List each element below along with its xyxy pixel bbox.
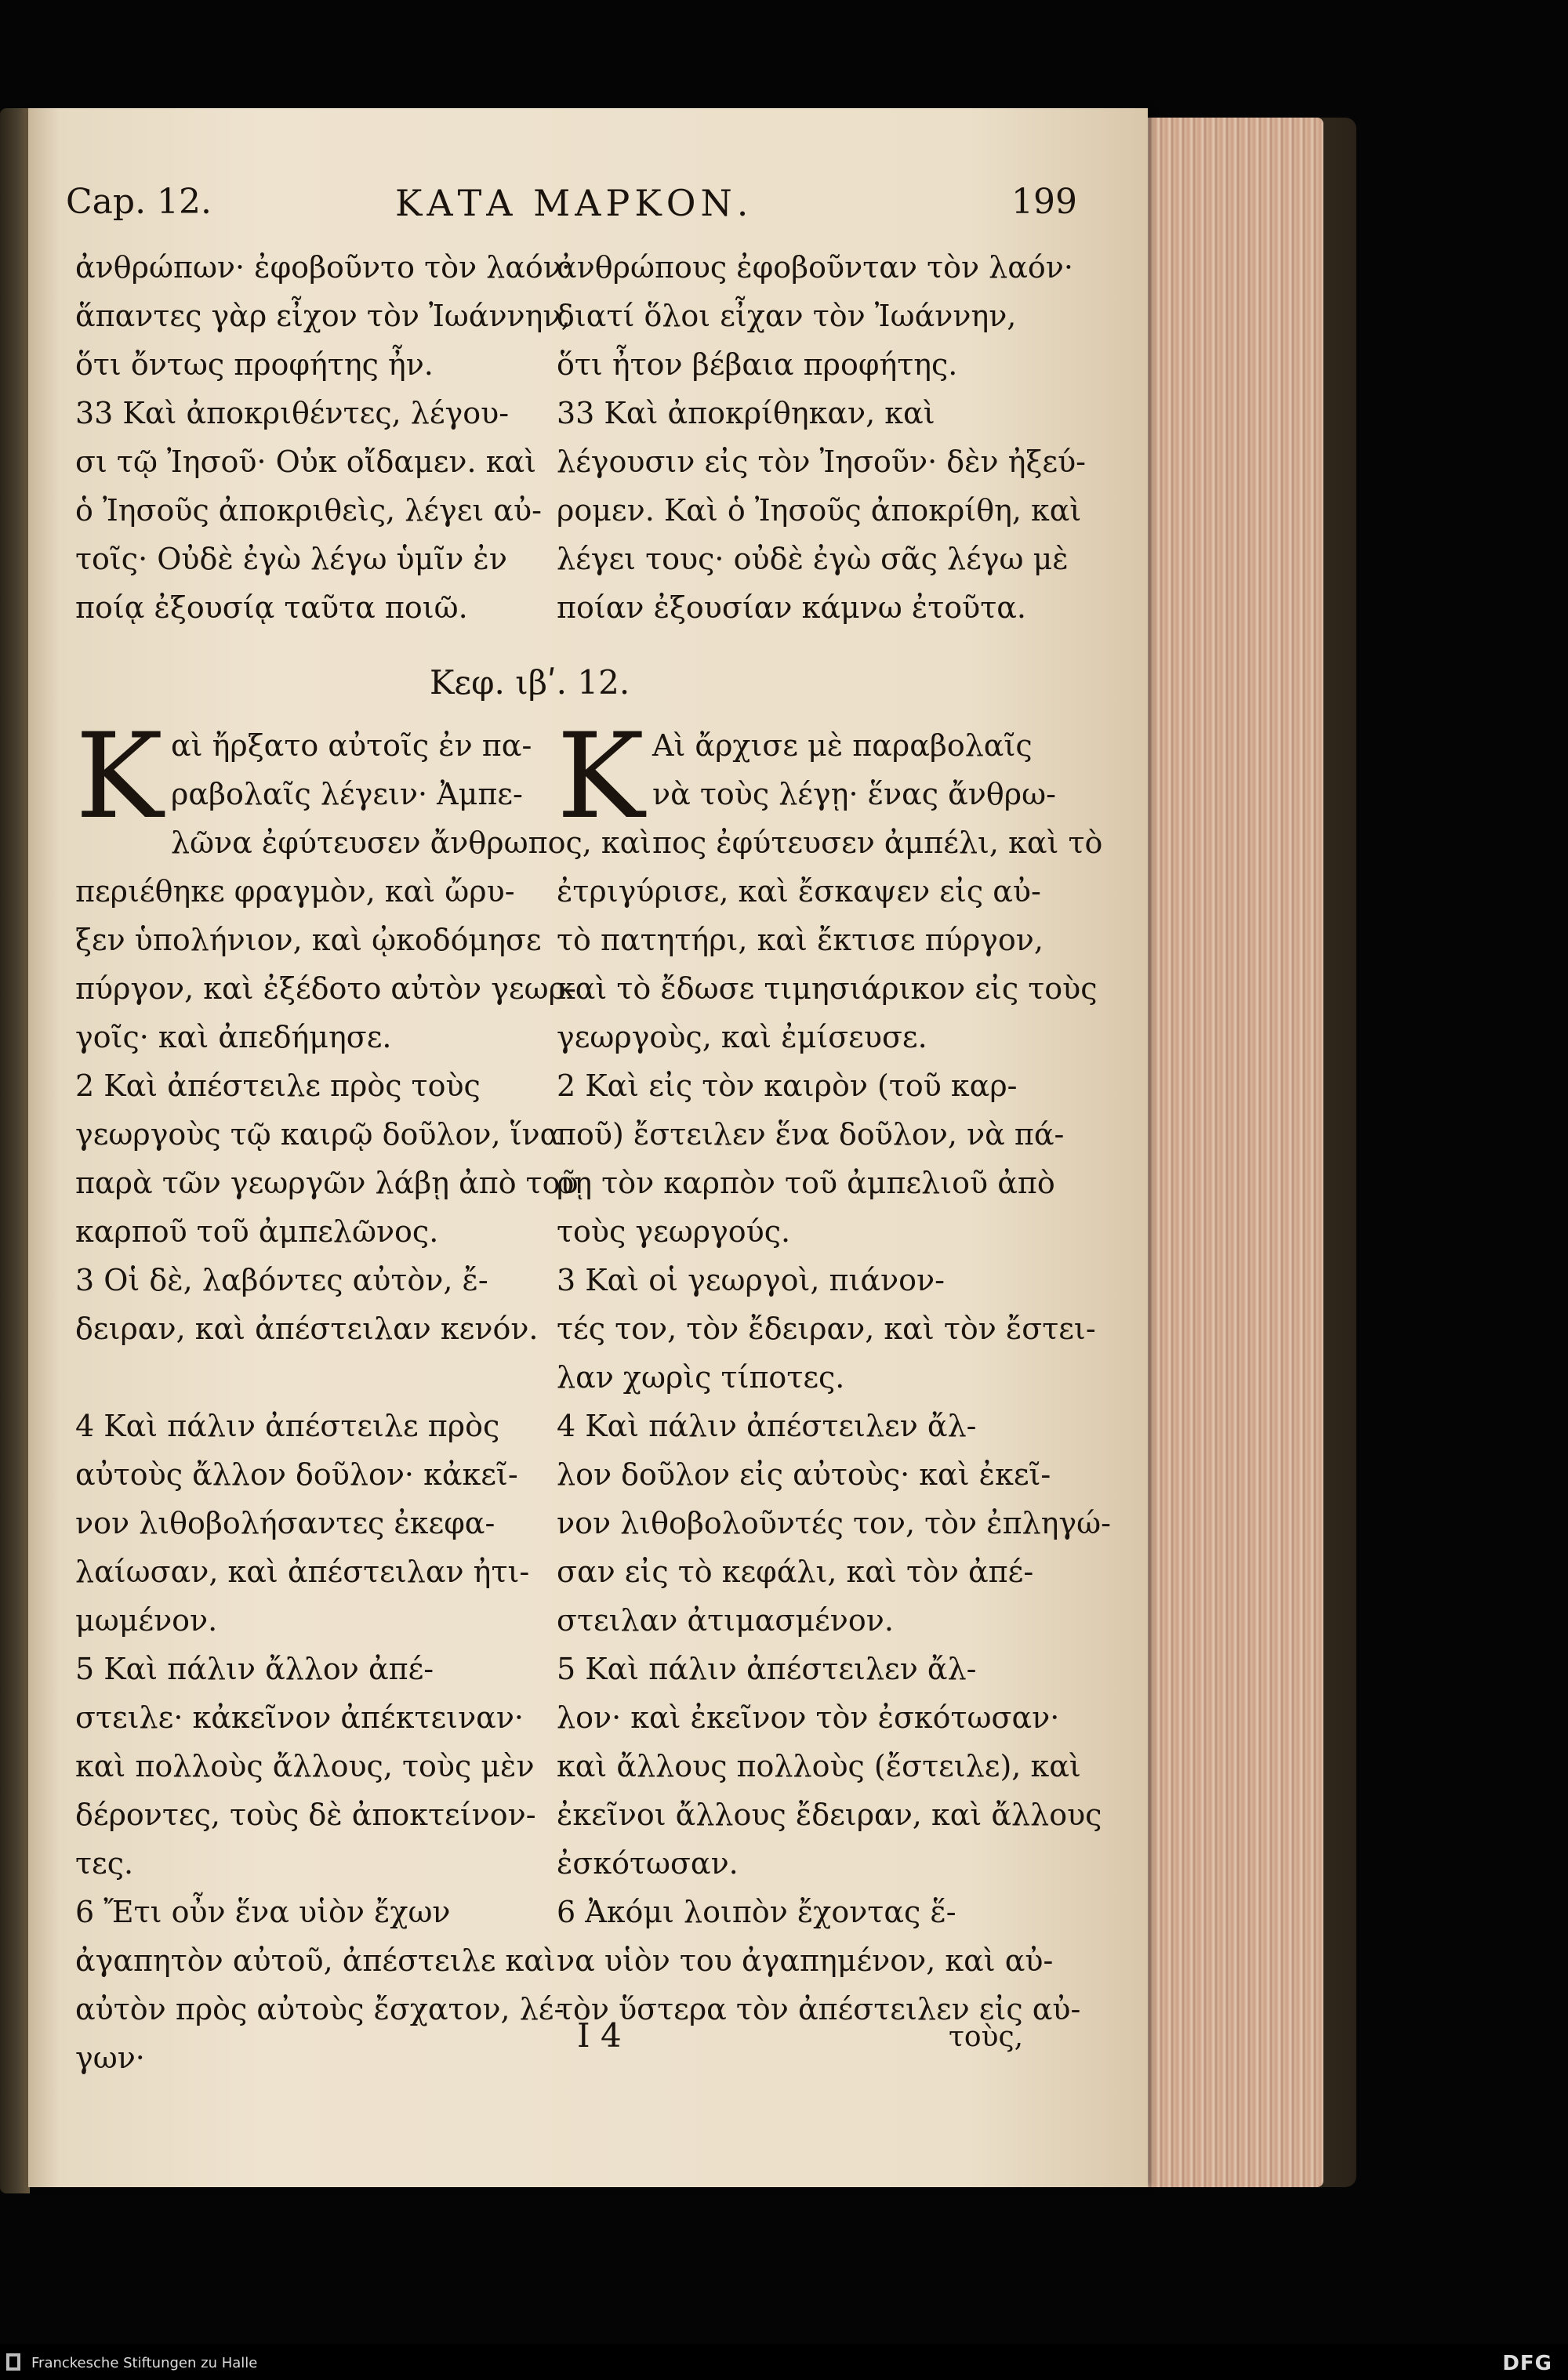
- text-line: στειλαν ἀτιμασμένον.: [557, 1603, 894, 1638]
- page-stack: [1120, 118, 1323, 2187]
- text-line: ἐτριγύρισε, καὶ ἔσκαψεν εἰς αὐ-: [557, 874, 1041, 909]
- funder-logo: DFG: [1502, 2352, 1552, 2375]
- text-line: 6 Ἀκόμι λοιπὸν ἔχοντας ἕ-: [557, 1895, 956, 1929]
- text-line: ρομεν. Καὶ ὁ Ἰησοῦς ἀποκρίθη, καὶ: [557, 493, 1082, 528]
- text-line: ποῦ) ἔστειλεν ἕνα δοῦλον, νὰ πά-: [557, 1117, 1065, 1152]
- text-line: ραβολαῖς λέγειν· Ἀμπε-: [171, 777, 523, 811]
- chapter-heading: Κεφ. ιβʹ. 12.: [430, 663, 630, 702]
- text-line: δέροντες, τοὺς δὲ ἀποκτείνον-: [75, 1798, 536, 1832]
- text-line: μωμένον.: [75, 1603, 218, 1638]
- text-line: να υἱὸν του ἀγαπημένον, καὶ αὐ-: [557, 1943, 1054, 1978]
- text-line: αὐτὸν πρὸς αὐτοὺς ἔσχατον, λέ-: [75, 1992, 564, 2026]
- text-line: 33 Καὶ ἀποκριθέντες, λέγου-: [75, 396, 510, 430]
- signature-mark: I 4: [577, 2016, 622, 2055]
- text-line: περιέθηκε φραγμὸν, καὶ ὤρυ-: [75, 874, 515, 909]
- text-line: Αὶ ἄρχισε μὲ παραβολαῖς: [652, 728, 1033, 763]
- text-line: 2 Καὶ ἀπέστειλε πρὸς τοὺς: [75, 1068, 481, 1103]
- text-line: γεωργοὺς τῷ καιρῷ δοῦλον, ἵνα: [75, 1117, 561, 1152]
- text-line: ἐσκότωσαν.: [557, 1846, 739, 1881]
- text-line: 3 Καὶ οἱ γεωργοὶ, πιάνον-: [557, 1263, 945, 1297]
- text-line: 33 Καὶ ἀποκρίθηκαν, καὶ: [557, 396, 935, 430]
- text-line: τοὺς γεωργούς.: [557, 1214, 791, 1249]
- text-line: 2 Καὶ εἰς τὸν καιρὸν (τοῦ καρ-: [557, 1068, 1018, 1103]
- text-line: παρὰ τῶν γεωργῶν λάβῃ ἀπὸ τοῦ: [75, 1166, 579, 1200]
- text-line: τές τον, τὸν ἔδειραν, καὶ τὸν ἔστει-: [557, 1312, 1096, 1346]
- text-line: ὅτι ἦτον βέβαια προφήτης.: [557, 347, 958, 382]
- text-line: 3 Οἱ δὲ, λαβόντες αὐτὸν, ἔ-: [75, 1263, 488, 1297]
- chapter-label: Cap. 12.: [66, 182, 212, 222]
- drop-cap-initial: K: [75, 709, 164, 845]
- text-line: 5 Καὶ πάλιν ἄλλον ἀπέ-: [75, 1652, 434, 1686]
- text-line: λον δοῦλον εἰς αὐτοὺς· καὶ ἐκεῖ-: [557, 1457, 1051, 1492]
- text-line: λαν χωρὶς τίποτες.: [557, 1360, 845, 1395]
- text-line: πύργον, καὶ ἐξέδοτο αὐτὸν γεωρ-: [75, 971, 576, 1006]
- text-line: τοῖς· Οὐδὲ ἐγὼ λέγω ὑμῖν ἐν: [75, 542, 507, 576]
- catchword: τοὺς,: [949, 2021, 1024, 2053]
- text-line: λον· καὶ ἐκεῖνον τὸν ἐσκότωσαν·: [557, 1700, 1060, 1735]
- text-line: καὶ ἄλλους πολλοὺς (ἔστειλε), καὶ: [557, 1749, 1081, 1783]
- text-line: ρῃ τὸν καρπὸν τοῦ ἀμπελιοῦ ἀπὸ: [557, 1166, 1055, 1200]
- text-line: ἀνθρώπων· ἐφοβοῦντο τὸν λαόν·: [75, 250, 571, 285]
- text-line: 4 Καὶ πάλιν ἀπέστειλεν ἄλ-: [557, 1409, 977, 1443]
- running-header: [66, 182, 1077, 229]
- text-line: καὶ τὸ ἔδωσε τιμησιάρικον εἰς τοὺς: [557, 971, 1098, 1006]
- text-line: αὶ ἤρξατο αὐτοῖς ἐν πα-: [171, 728, 532, 763]
- text-line: στειλε· κἀκεῖνον ἀπέκτειναν·: [75, 1700, 524, 1735]
- text-line: 6 Ἔτι οὖν ἕνα υἱὸν ἔχων: [75, 1895, 451, 1929]
- text-line: νον λιθοβολοῦντές τον, τὸν ἐπληγώ-: [557, 1506, 1111, 1540]
- text-line: καρποῦ τοῦ ἀμπελῶνος.: [75, 1214, 439, 1249]
- text-line: λέγουσιν εἰς τὸν Ἰησοῦν· δὲν ἠξεύ-: [557, 444, 1087, 479]
- text-line: νὰ τοὺς λέγῃ· ἕνας ἄνθρω-: [652, 777, 1056, 811]
- book-cover-edge: [0, 108, 30, 2193]
- text-line: 5 Καὶ πάλιν ἀπέστειλεν ἄλ-: [557, 1652, 977, 1686]
- text-line: λαίωσαν, καὶ ἀπέστειλαν ἠτι-: [75, 1555, 530, 1589]
- text-line: [75, 1353, 530, 1402]
- left-column-top: [75, 243, 571, 632]
- text-line: τὸν ὕστερα τὸν ἀπέστειλεν εἰς αὐ-: [557, 1992, 1081, 2026]
- text-line: τες.: [75, 1846, 134, 1881]
- text-line: ἀνθρώπους ἐφοβοῦνταν τὸν λαόν·: [557, 250, 1073, 285]
- text-line: ὁ Ἰησοῦς ἀποκριθεὶς, λέγει αὐ-: [75, 493, 542, 528]
- text-line: ποίᾳ ἐξουσίᾳ ταῦτα ποιῶ.: [75, 590, 468, 625]
- text-line: δειραν, καὶ ἀπέστειλαν κενόν.: [75, 1312, 539, 1346]
- text-line: σι τῷ Ἰησοῦ· Οὐκ οἴδαμεν. καὶ: [75, 444, 536, 479]
- text-line: ὅτι ὄντως προφήτης ἦν.: [75, 347, 434, 382]
- text-line: γων·: [75, 2041, 145, 2075]
- page-number: 199: [1011, 182, 1077, 222]
- text-line: γεωργοὺς, καὶ ἐμίσευσε.: [557, 1020, 927, 1054]
- text-line: ποίαν ἐξουσίαν κάμνω ἐτοῦτα.: [557, 590, 1027, 625]
- text-line: 4 Καὶ πάλιν ἀπέστειλε πρὸς: [75, 1409, 500, 1443]
- library-logo-icon: [5, 2350, 22, 2374]
- text-line: λέγει τους· οὐδὲ ἐγὼ σᾶς λέγω μὲ: [557, 542, 1069, 576]
- text-line: πος ἐφύτευσεν ἀμπέλι, καὶ τὸ: [652, 825, 1103, 860]
- text-line: γοῖς· καὶ ἀπεδήμησε.: [75, 1020, 392, 1054]
- book-title: ΚΑΤΑ ΜΑΡΚΟΝ.: [395, 182, 753, 224]
- text-line: τὸ πατητήρι, καὶ ἔκτισε πύργον,: [557, 923, 1044, 957]
- text-line: λῶνα ἐφύτευσεν ἄνθρωπος, καὶ: [171, 825, 652, 860]
- right-column-top: [557, 243, 1087, 632]
- text-line: ξεν ὑπολήνιον, καὶ ᾠκοδόμησε: [75, 923, 542, 957]
- text-line: νον λιθοβολήσαντες ἐκεφα-: [75, 1506, 495, 1540]
- right-column-body: [557, 709, 1111, 2034]
- text-line: διατί ὅλοι εἶχαν τὸν Ἰωάννην,: [557, 299, 1017, 333]
- text-line: ἀγαπητὸν αὐτοῦ, ἀπέστειλε καὶ: [75, 1943, 556, 1978]
- library-name: Franckesche Stiftungen zu Halle: [31, 2355, 258, 2371]
- text-line: καὶ πολλοὺς ἄλλους, τοὺς μὲν: [75, 1749, 535, 1783]
- text-line: ἐκεῖνοι ἄλλους ἔδειραν, καὶ ἄλλους: [557, 1798, 1102, 1832]
- drop-cap-initial: K: [557, 709, 645, 845]
- text-line: σαν εἰς τὸ κεφάλι, καὶ τὸν ἀπέ-: [557, 1555, 1034, 1589]
- text-line: ἅπαντες γὰρ εἶχον τὸν Ἰωάννην,: [75, 299, 571, 333]
- text-line: αὐτοὺς ἄλλον δοῦλον· κἀκεῖ-: [75, 1457, 518, 1492]
